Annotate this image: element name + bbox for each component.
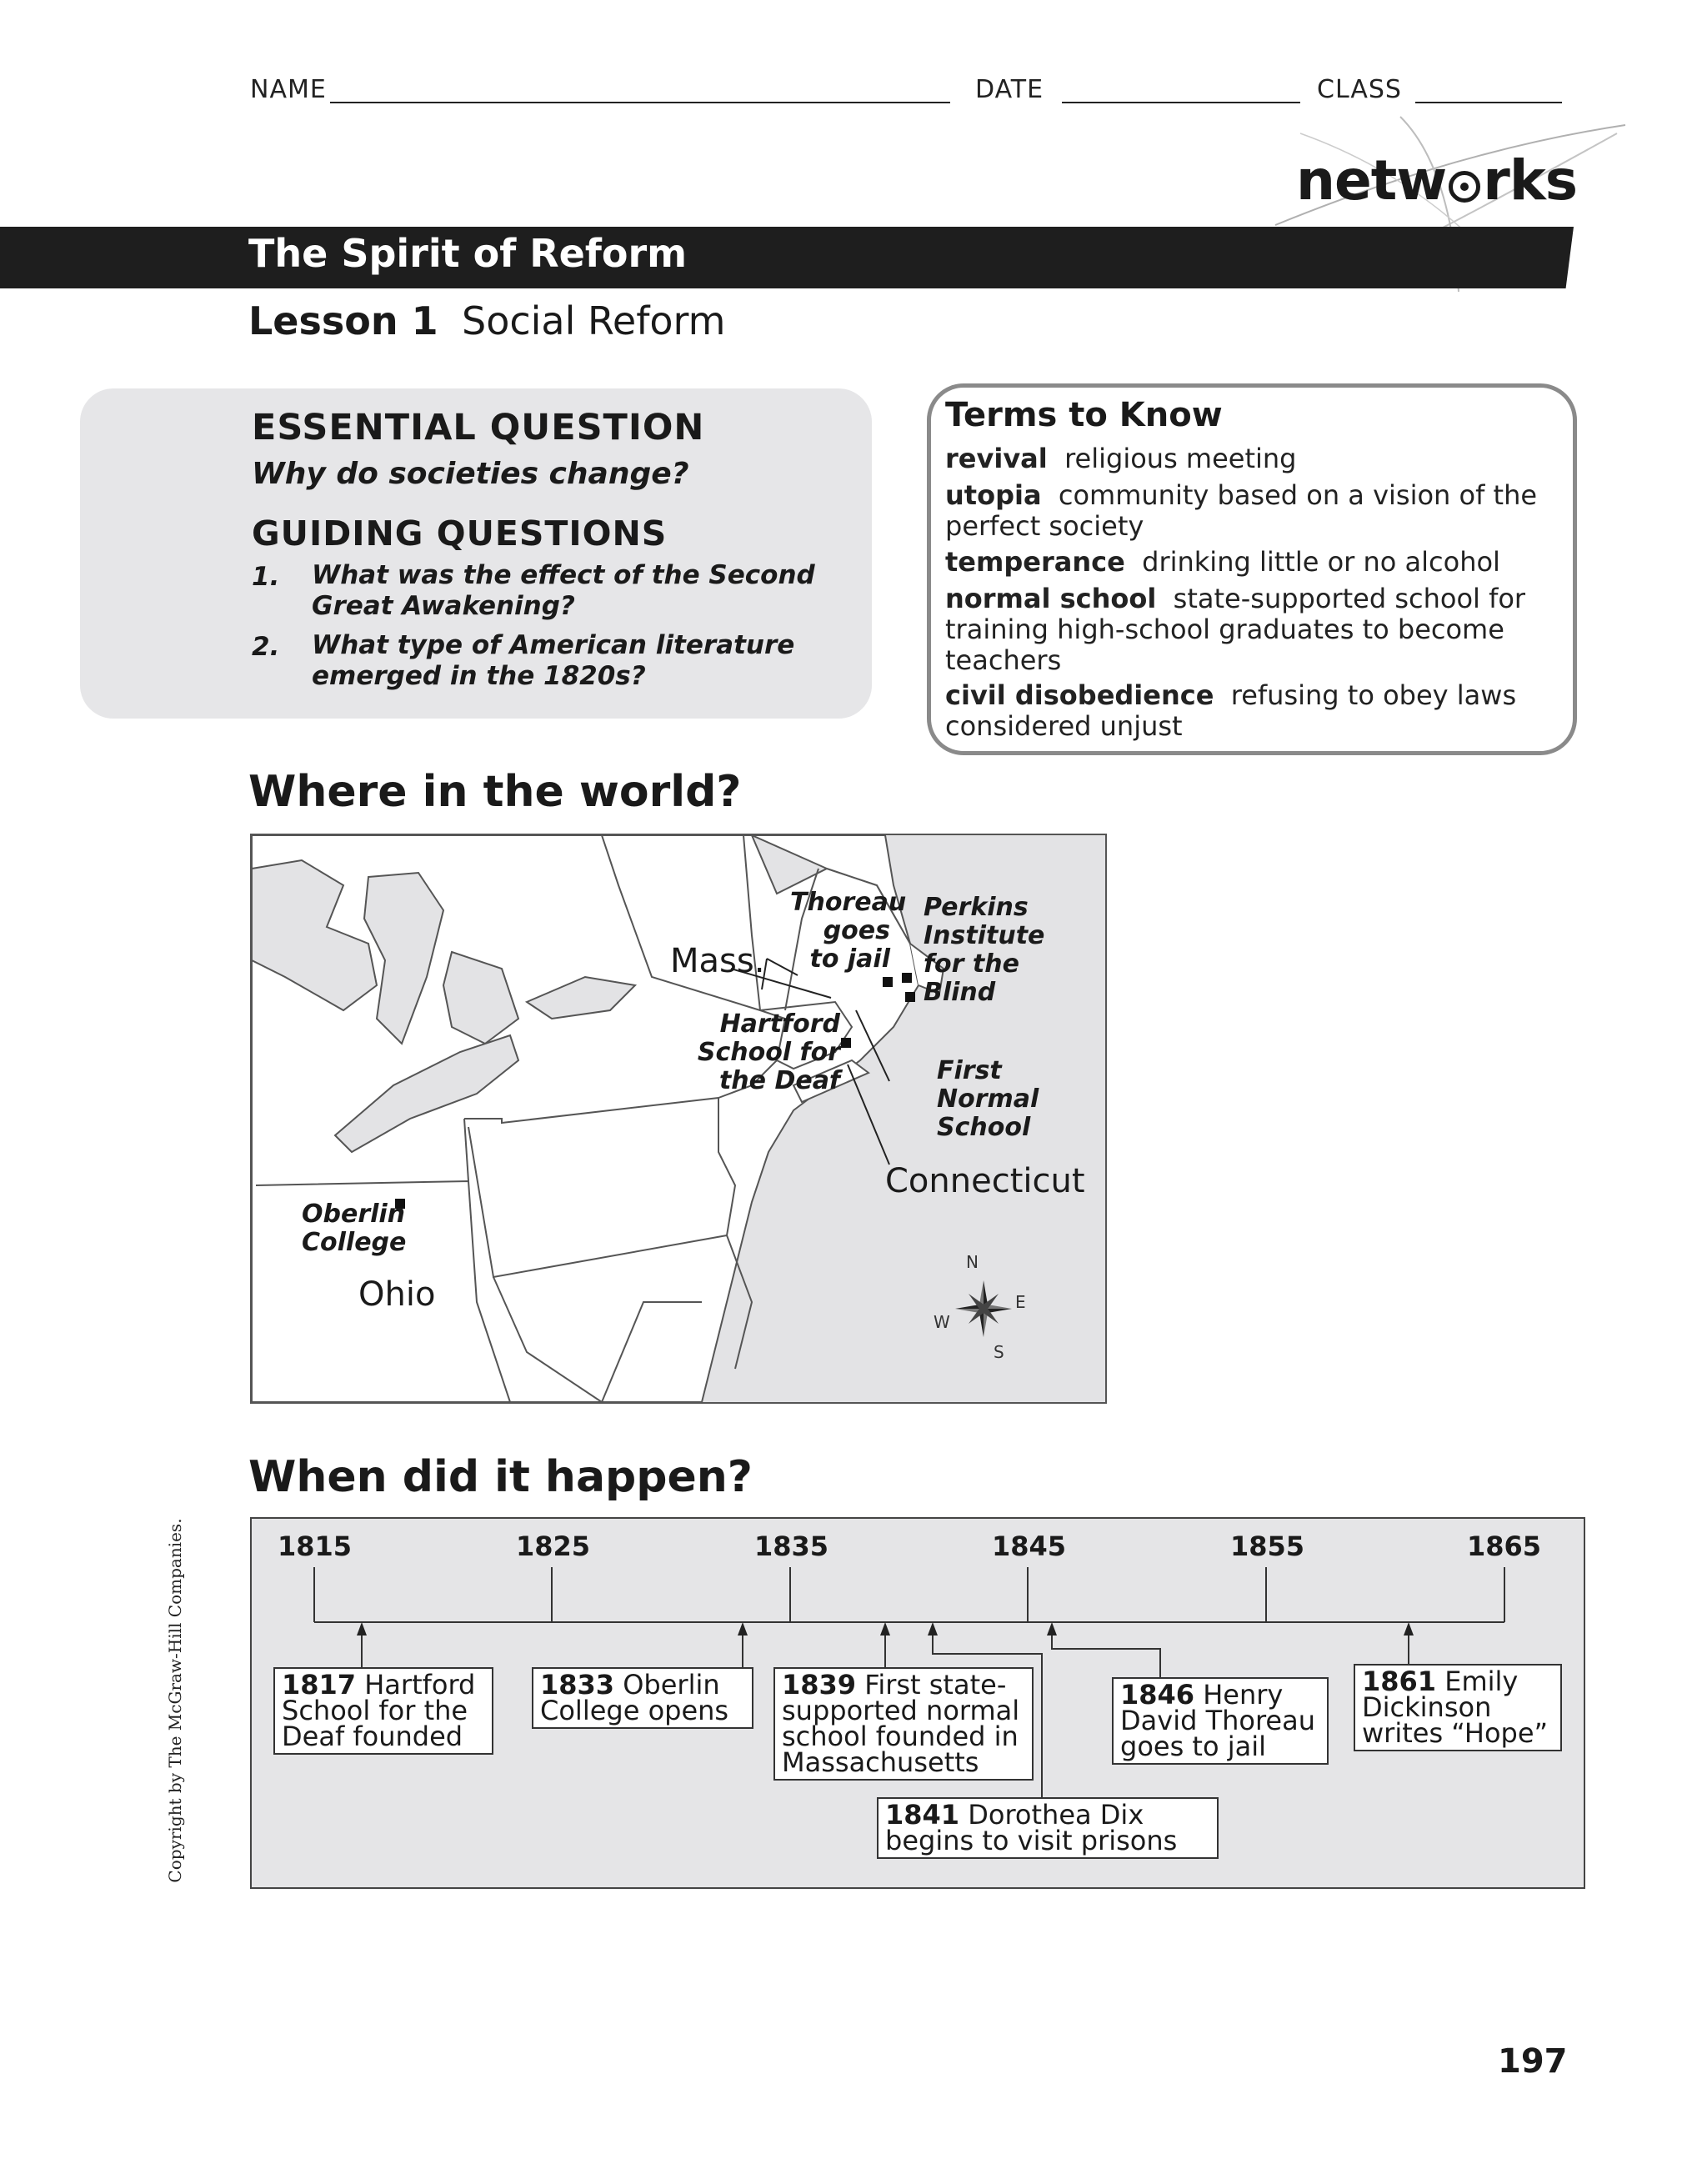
guiding-question-1: What was the effect of the Second Great Awakening? (312, 560, 815, 621)
timeline-year: 1825 (516, 1530, 591, 1562)
term-definition: state-supported school for training high-school graduates to become teachers (945, 583, 1526, 676)
page-number: 197 (1498, 2042, 1568, 2081)
timeline-event (773, 1667, 1034, 1781)
compass-south: S (994, 1342, 1004, 1362)
event-year: 1861 (1362, 1666, 1437, 1697)
guiding-question-number: 1. (252, 562, 280, 592)
event-text: First state-supported normal school founded in Massachusetts (782, 1669, 1020, 1778)
timeline-event (877, 1797, 1219, 1859)
compass-west: W (934, 1312, 950, 1332)
networks-logo: netw rks (1296, 148, 1578, 213)
event-text: Emily Dickinson writes “Hope” (1362, 1666, 1549, 1749)
map-label-hartford: Hartford School for the Deaf (697, 1009, 840, 1095)
date-label: DATE (975, 75, 1044, 104)
map-label-perkins: Perkins Institute for the Blind (924, 893, 1045, 1007)
event-text: Henry David Thoreau goes to jail (1120, 1679, 1315, 1762)
guiding-question-number: 2. (252, 632, 280, 662)
event-year: 1841 (885, 1799, 960, 1831)
timeline-event (1354, 1664, 1562, 1751)
event-text: Oberlin College opens (540, 1669, 729, 1726)
map-label-ohio: Ohio (358, 1275, 436, 1314)
term-definition: religious meeting (1064, 443, 1297, 474)
term-definition: refusing to obey laws considered unjust (945, 679, 1517, 742)
essential-question: Why do societies change? (252, 457, 689, 491)
timeline-event (532, 1667, 753, 1729)
term-word: civil disobedience (945, 679, 1214, 711)
timeline-year: 1815 (278, 1530, 353, 1562)
term-word: revival (945, 443, 1048, 474)
event-year: 1833 (540, 1669, 615, 1701)
lesson-number: Lesson 1 (248, 298, 438, 343)
copyright-notice: Copyright by The McGraw-Hill Companies. (165, 1518, 185, 1883)
chapter-title: The Spirit of Reform (248, 231, 688, 276)
timeline-year: 1835 (754, 1530, 829, 1562)
event-year: 1839 (782, 1669, 857, 1701)
compass-north: N (966, 1252, 979, 1272)
timeline-event (1112, 1677, 1329, 1765)
class-label: CLASS (1317, 75, 1402, 104)
map-label-oberlin: Oberlin College (302, 1200, 407, 1257)
compass-east: E (1015, 1292, 1026, 1312)
map-label-first-normal: First Normal School (937, 1056, 1039, 1142)
map-label-connecticut: Connecticut (885, 1162, 1085, 1200)
timeline-year: 1865 (1467, 1530, 1542, 1562)
timeline-year: 1845 (992, 1530, 1067, 1562)
event-text: Dorothea Dix begins to visit prisons (885, 1799, 1178, 1856)
map-label-thoreau: Thoreau goes to jail (790, 888, 907, 974)
term-definition: drinking little or no alcohol (1142, 546, 1500, 578)
term-word: temperance (945, 546, 1125, 578)
timeline-year: 1855 (1230, 1530, 1305, 1562)
lesson-title: Social Reform (462, 298, 726, 343)
event-year: 1846 (1120, 1679, 1195, 1711)
guiding-questions-heading: GUIDING QUESTIONS (252, 513, 668, 554)
timeline-heading: When did it happen? (248, 1452, 753, 1502)
event-text: Hartford School for the Deaf founded (282, 1669, 476, 1752)
timeline-event (273, 1667, 493, 1755)
term-definition: community based on a vision of the perfect society (945, 479, 1538, 542)
name-label: NAME (250, 75, 327, 104)
map-heading: Where in the world? (248, 767, 742, 817)
guiding-question-2: What type of American literature emerged in the 1820s? (312, 630, 795, 691)
term-word: utopia (945, 479, 1042, 511)
term-word: normal school (945, 583, 1157, 614)
event-year: 1817 (282, 1669, 357, 1701)
map-label-mass: Mass. (670, 942, 765, 980)
essential-question-heading: ESSENTIAL QUESTION (252, 407, 705, 448)
terms-heading: Terms to Know (945, 396, 1223, 434)
